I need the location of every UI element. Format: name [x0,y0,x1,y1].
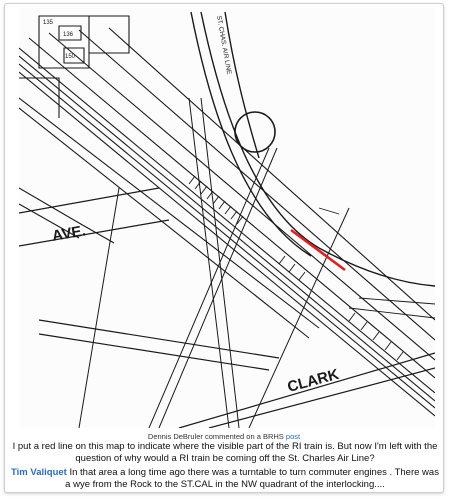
clark-street-label: CLARK [285,365,341,396]
lot-number-c: 150 [65,54,76,60]
track-map-image [19,8,435,428]
air-line-label: ST. CHAS. AIR LINE [215,15,233,76]
post-caption: I put a red line on this map to indicate where the visible part of the RI train is. But now I'm left with the question of why would a RI train be coming off the St. Charles Air Line? [12,441,438,464]
post-link[interactable]: post [285,432,301,441]
comment-author-link[interactable]: Tim Valiquet [11,467,67,478]
post-attribution [5,432,443,441]
attribution-text: Dennis DeBruler commented on a BRHS [147,432,284,441]
comment-text: In that area a long time ago there was a turntable to turn commuter engines . There was a wye from the Rock to the ST.CAL in the NW quadrant of the interlocking.... [65,467,439,490]
post-card [4,3,444,493]
comment [9,467,441,491]
lot-number-b: 136 [63,32,74,38]
avenue-label: AVE. [50,222,88,245]
lot-number-a: 135 [43,20,54,26]
